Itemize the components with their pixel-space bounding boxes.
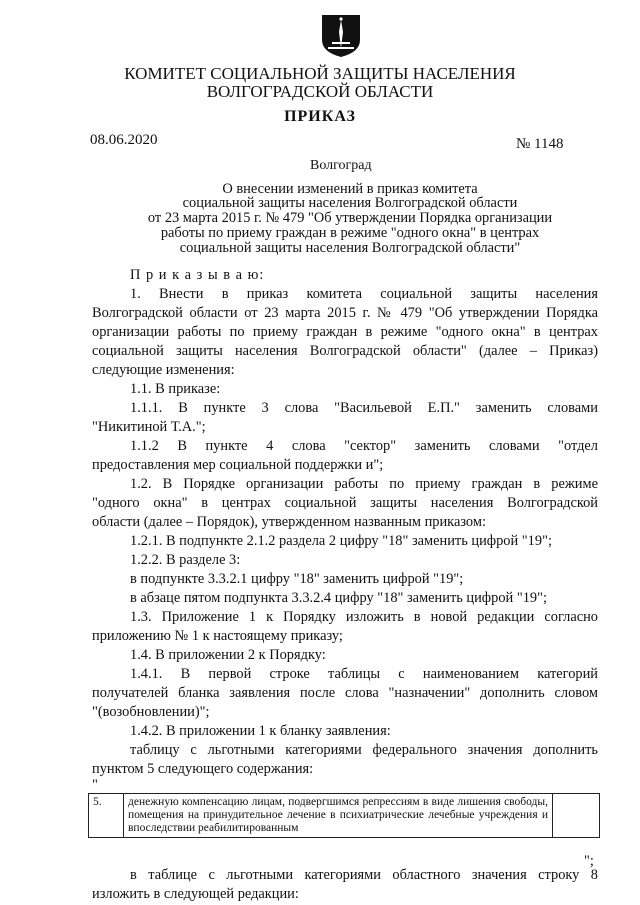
subject-line: О внесении изменений в приказ комитета bbox=[222, 181, 478, 197]
paragraph-line: в таблице с льготными категориями областного значения строку 8 bbox=[130, 867, 598, 883]
paragraph-1-2-1: 1.2.1. В подпункте 2.1.2 раздела 2 цифру "18" заменить цифрой "19"; bbox=[130, 533, 552, 549]
paragraph-line: 1.4.1. В первой строке таблицы с наименованием категорий bbox=[130, 666, 598, 682]
paragraph-1-1-1 bbox=[130, 399, 598, 418]
table-cell-empty bbox=[553, 794, 600, 838]
paragraph-1-4: 1.4. В приложении 2 к Порядку: bbox=[130, 647, 326, 663]
paragraph-1-1: 1.1. В приказе: bbox=[130, 381, 221, 397]
paragraph-line: организации работы по приему граждан в режиме "одного окна" в центрах bbox=[92, 324, 598, 340]
order-word: П р и к а з ы в а ю: bbox=[130, 267, 265, 283]
document-date: 08.06.2020 bbox=[90, 132, 158, 148]
paragraph-1 bbox=[130, 285, 598, 304]
paragraph-line: таблицу с льготными категориями федерального значения дополнить bbox=[130, 742, 598, 758]
org-name-line2: ВОЛГОГРАДСКОЙ ОБЛАСТИ bbox=[206, 82, 434, 101]
paragraph-1-4-1 bbox=[130, 665, 598, 684]
subject-line: социальной защиты населения Волгоградской области" bbox=[179, 240, 521, 256]
paragraph-line: 1.1.1. В пункте 3 слова "Васильевой Е.П." заменить словами bbox=[130, 400, 598, 416]
paragraph-table-federal bbox=[130, 741, 598, 760]
paragraph-line: социальной защиты населения Волгоградской области" (далее – Приказ) bbox=[92, 343, 598, 359]
paragraph-1-3 bbox=[130, 608, 598, 627]
paragraph-1-cont bbox=[92, 304, 598, 361]
paragraph-1-1-2 bbox=[130, 437, 598, 456]
table-cell-number: 5. bbox=[89, 794, 124, 838]
document-number: № 1148 bbox=[516, 136, 564, 152]
paragraph-1-2-cont bbox=[92, 494, 598, 513]
paragraph-line: 1. Внести в приказ комитета социальной защиты населения bbox=[130, 286, 598, 302]
subject-line: социальной защиты населения Волгоградской области bbox=[182, 195, 518, 211]
paragraph-line: следующие изменения: bbox=[92, 362, 235, 378]
paragraph-line: 1.2. В Порядке организации работы по приему граждан в режиме bbox=[130, 476, 598, 492]
quote-open-mark: " bbox=[92, 777, 98, 793]
paragraph-1-2 bbox=[130, 475, 598, 494]
paragraph-line: Волгоградской области от 23 марта 2015 г. № 479 "Об утверждении Порядка bbox=[92, 305, 598, 321]
paragraph-line: в абзаце пятом подпункта 3.3.2.4 цифру "18" заменить цифрой "19"; bbox=[130, 590, 547, 606]
paragraph-line: в подпункте 3.3.2.1 цифру "18" заменить цифрой "19"; bbox=[130, 571, 464, 587]
table-cell-category: денежную компенсацию лицам, подвергшимся репрессиям в виде лишения свободы, помещения на принудительное лечение в психиатрические лечебные учреждения и впоследствии реабилитированным bbox=[124, 794, 553, 838]
document-type: ПРИКАЗ bbox=[284, 108, 356, 125]
subject-line: работы по приему граждан в режиме "одного окна" в центрах bbox=[160, 225, 540, 241]
paragraph-line: получателей бланка заявления после слова "назначении" дополнить словом bbox=[92, 685, 598, 701]
org-name-line1: КОМИТЕТ СОЦИАЛЬНОЙ ЗАЩИТЫ НАСЕЛЕНИЯ bbox=[124, 64, 516, 83]
subject-line: от 23 марта 2015 г. № 479 "Об утверждении Порядка организации bbox=[147, 210, 553, 226]
inserted-table-row bbox=[88, 793, 600, 838]
paragraph-line: изложить в следующей редакции: bbox=[92, 886, 299, 902]
paragraph-line: "одного окна" в центрах социальной защиты населения Волгоградской bbox=[92, 495, 598, 511]
paragraph-line: предоставления мер социальной поддержки и"; bbox=[92, 457, 384, 473]
paragraph-line: приложению № 1 к настоящему приказу; bbox=[92, 628, 343, 644]
document-city: Волгоград bbox=[310, 158, 372, 173]
paragraph-line: пунктом 5 следующего содержания: bbox=[92, 761, 314, 777]
paragraph-line: области (далее – Порядок), утвержденном названным приказом: bbox=[92, 514, 486, 530]
paragraph-line: "(возобновлении)"; bbox=[92, 704, 210, 720]
paragraph-1-4-2: 1.4.2. В приложении 1 к бланку заявления: bbox=[130, 723, 391, 739]
paragraph-1-4-1-cont bbox=[92, 684, 598, 703]
coat-of-arms-emblem bbox=[318, 12, 364, 58]
paragraph-line: 1.3. Приложение 1 к Порядку изложить в новой редакции согласно bbox=[130, 609, 598, 625]
paragraph-1-2-2: 1.2.2. В разделе 3: bbox=[130, 552, 241, 568]
paragraph-table-regional bbox=[130, 866, 598, 885]
paragraph-line: "Никитиной Т.А."; bbox=[92, 419, 206, 435]
paragraph-line: 1.1.2 В пункте 4 слова "сектор" заменить словами "отдел bbox=[130, 438, 598, 454]
quote-close-mark: "; bbox=[584, 853, 594, 869]
